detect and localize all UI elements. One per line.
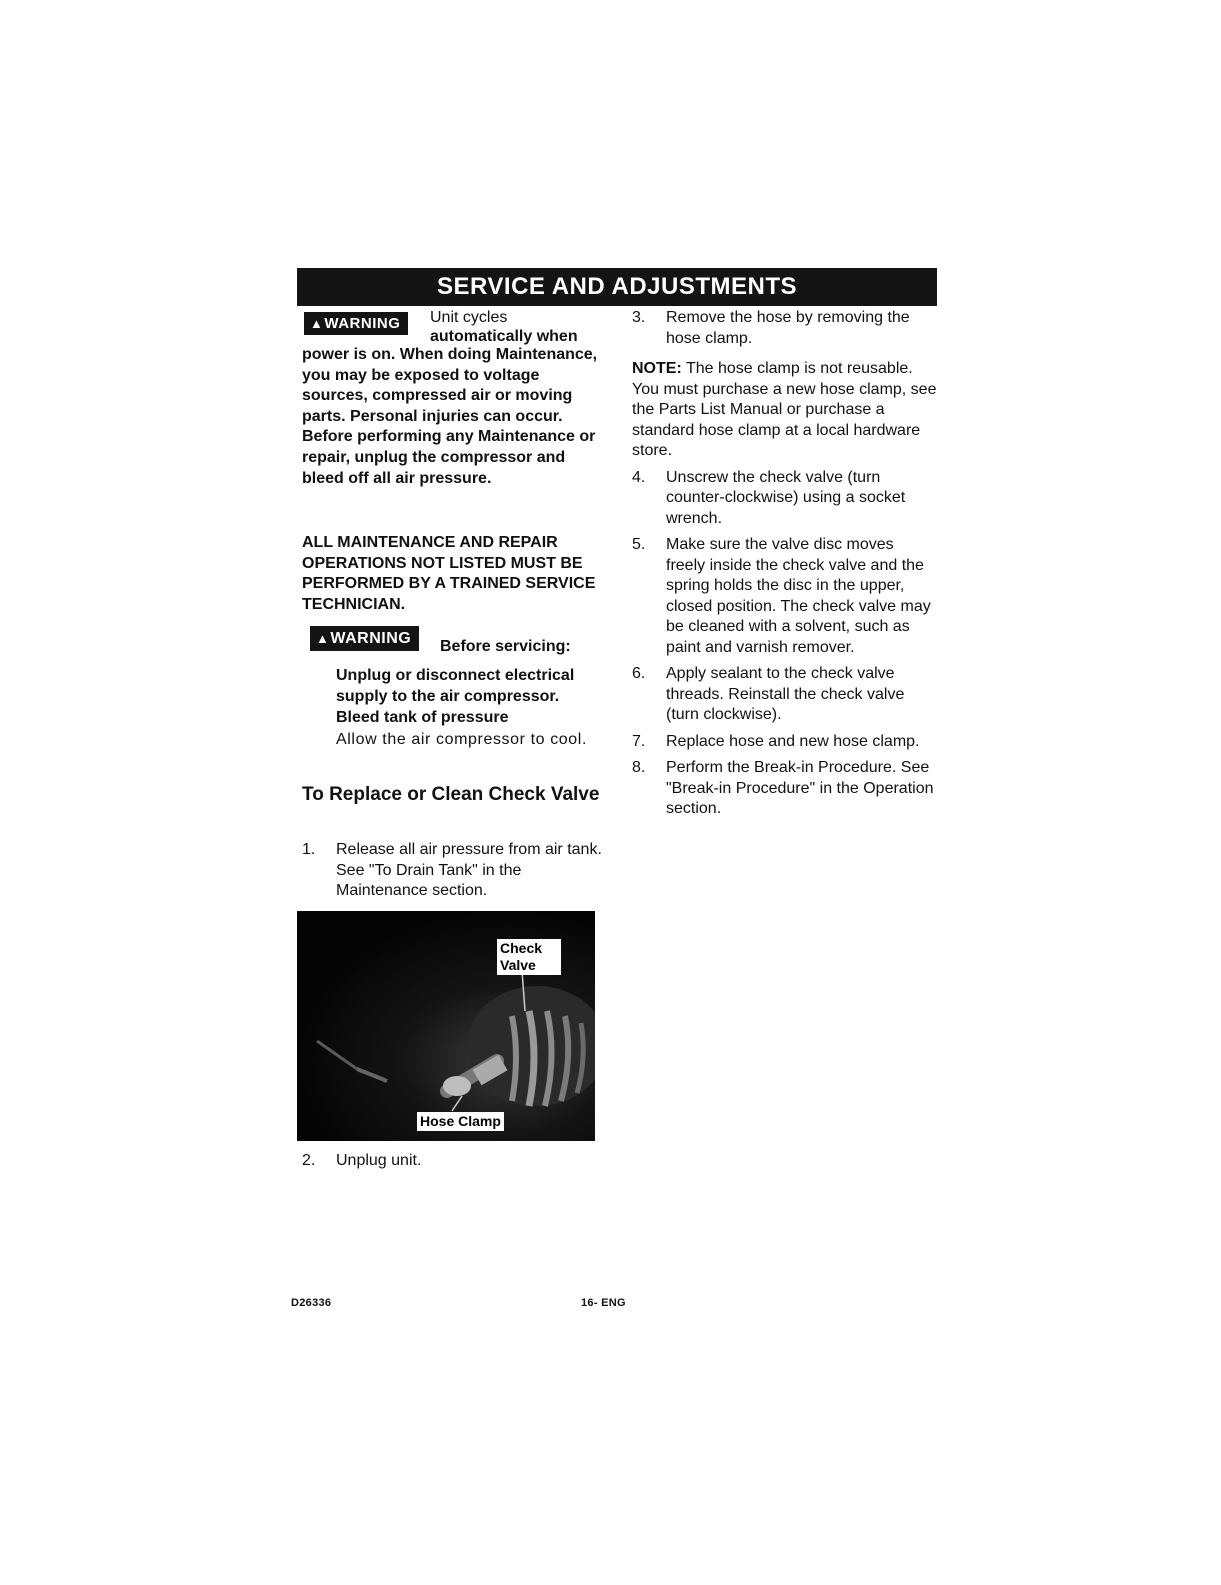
step-number: 6. <box>632 665 646 682</box>
step-text: Replace hose and new hose clamp. <box>666 732 920 750</box>
warning-body: power is on. When doing Maintenance, you may be exposed to voltage sources, compressed air or moving parts. Personal injuries can occur. Before performing any Maintenance or repair, unplug the compressor and bleed off all air pressure. <box>302 346 598 487</box>
warning-triangle-icon: ▲ <box>316 631 330 646</box>
warning-lead-line-1: Unit cycles <box>430 309 508 326</box>
warning-badge <box>310 626 419 651</box>
hose-clamp-label: Hose Clamp <box>417 1112 504 1131</box>
warning-badge-label: WARNING <box>330 630 412 647</box>
step-text: Make sure the valve disc moves freely inside the check valve and the spring holds the disc in the upper, closed position. The check valve may be cleaned with a solvent, such as paint and varnish remover. <box>666 536 931 656</box>
step-number: 3. <box>632 309 646 326</box>
step-number: 2. <box>302 1152 316 1169</box>
step-item <box>632 468 937 530</box>
step-item <box>632 664 937 726</box>
step-item <box>632 758 937 820</box>
check-valve-photo <box>297 911 595 1141</box>
step-text: Remove the hose by removing the hose clamp. <box>666 309 910 347</box>
step-number: 8. <box>632 759 646 776</box>
step-text: Unscrew the check valve (turn counter-clockwise) using a socket wrench. <box>666 468 906 527</box>
step-number: 1. <box>302 841 316 858</box>
right-column <box>632 308 937 826</box>
warning-item: Bleed tank of pressure <box>336 709 509 726</box>
warning-badge-label: WARNING <box>324 315 401 332</box>
check-valve-label: Check Valve <box>497 939 561 975</box>
step-text: Release all air pressure from air tank. See "To Drain Tank" in the Maintenance section. <box>336 841 602 899</box>
steps-list-right-b <box>632 468 937 820</box>
step-item <box>302 840 602 902</box>
note-paragraph <box>632 359 937 462</box>
warning-lead: Before servicing: <box>440 638 571 655</box>
page-number: 16- ENG <box>581 1297 626 1309</box>
warning-item: Allow the air compressor to cool. <box>336 730 588 748</box>
step-item <box>302 1151 602 1172</box>
steps-list-left <box>302 840 602 902</box>
step-text: Perform the Break-in Procedure. See "Break-in Procedure" in the Operation section. <box>666 759 934 817</box>
warning-lead-line-2: automatically when <box>430 328 578 345</box>
section-banner: SERVICE AND ADJUSTMENTS <box>297 268 937 306</box>
steps-list-right-a <box>632 308 937 349</box>
step-text: Unplug unit. <box>336 1152 422 1169</box>
section-heading: To Replace or Clean Check Valve <box>302 784 600 805</box>
step-text: Apply sealant to the check valve threads. Reinstall the check valve (turn clockwise). <box>666 665 905 723</box>
warning-items <box>336 666 611 750</box>
step-item <box>632 732 937 753</box>
step-2 <box>302 1151 602 1172</box>
step-item <box>632 535 937 658</box>
step-item <box>632 308 937 349</box>
warning-badge <box>304 312 408 335</box>
note-text: The hose clamp is not reusable. You must purchase a new hose clamp, see the Parts List Manual or purchase a standard hose clamp at a local hardware store. <box>632 360 937 459</box>
note-label: NOTE: <box>632 360 682 377</box>
step-number: 7. <box>632 732 646 750</box>
warning-triangle-icon: ▲ <box>310 316 324 331</box>
warning-item: Unplug or disconnect electrical supply to the air compressor. <box>336 667 575 705</box>
step-number: 5. <box>632 536 646 553</box>
maintenance-notice: ALL MAINTENANCE AND REPAIR OPERATIONS NOT LISTED MUST BE PERFORMED BY A TRAINED SERVICE TECHNICIAN. <box>302 534 596 613</box>
doc-number: D26336 <box>291 1297 332 1309</box>
step-number: 4. <box>632 468 646 486</box>
